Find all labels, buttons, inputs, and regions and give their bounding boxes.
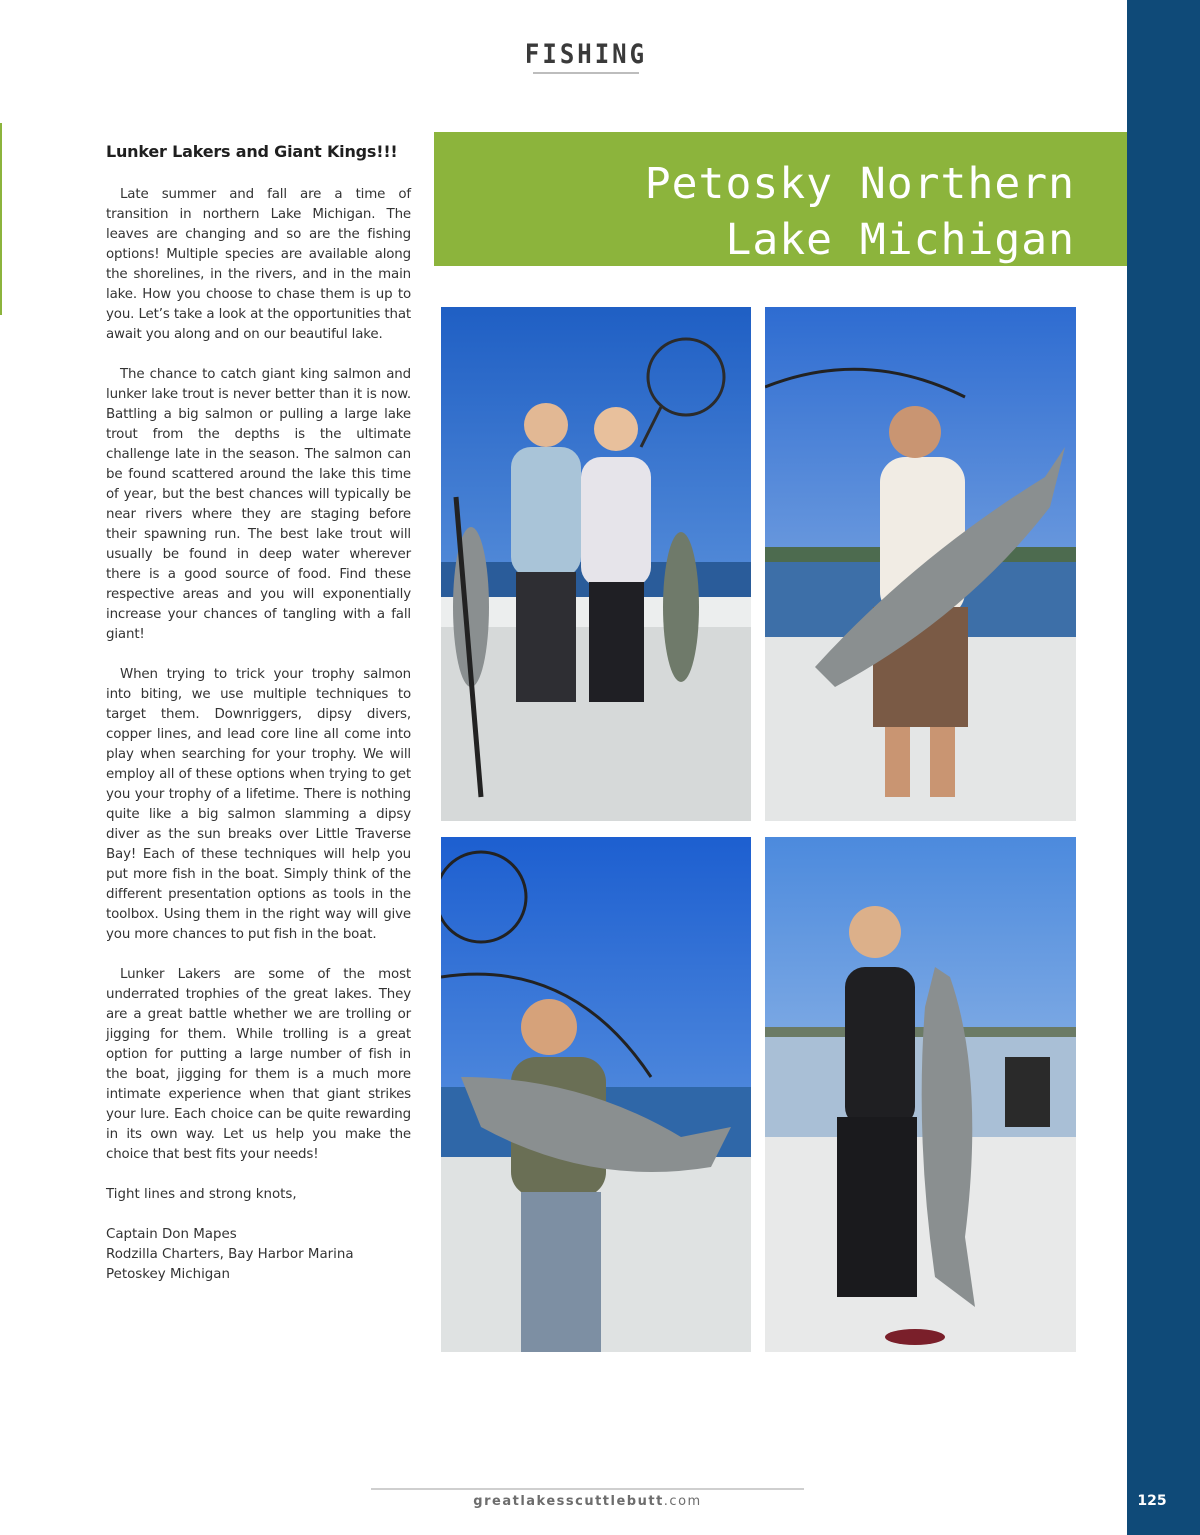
author-name: Captain Don Mapes	[106, 1227, 237, 1242]
footer-website	[371, 1494, 804, 1509]
angler-with-king-salmon-photo	[765, 307, 1076, 821]
article-heading: Lunker Lakers and Giant Kings!!!	[106, 142, 398, 161]
woman-with-salmon-photo	[765, 837, 1076, 1352]
author-block	[106, 1225, 411, 1285]
two-anglers-with-lake-trout-photo	[441, 307, 751, 821]
signoff: Tight lines and strong knots,	[106, 1187, 297, 1202]
footer-site-suffix: .com	[663, 1494, 702, 1509]
banner-title-line1: Petosky Northern	[644, 159, 1075, 209]
banner-title	[645, 156, 1075, 268]
article-paragraph-4: Lunker Lakers are some of the most underrated trophies of the great lakes. They are a great battle whether we are trolling or jigging for them. While trolling is a great option for putting a large number of fish in the boat, jigging for them is a much more intimate experience when that giant strikes your lure. Each choice can be quite rewarding in its own way. Let us help you make the choice that best fits your needs!	[106, 967, 411, 1162]
banner-title-line2: Lake Michigan	[725, 215, 1075, 265]
article-column	[106, 142, 411, 1305]
article-paragraph-1: Late summer and fall are a time of transition in northern Lake Michigan. The leaves are changing and so are the fishing options! Multiple species are available along the shorelines, in the rivers, and in the main lake. How you choose to chase them is up to you. Let’s take a look at the opportunities that await you along and on our beautiful lake.	[106, 187, 411, 342]
title-banner	[434, 132, 1127, 266]
page-number: 125	[1137, 1493, 1167, 1509]
section-label: FISHING	[524, 38, 648, 70]
navy-side-bar	[1127, 0, 1200, 1535]
section-rule	[533, 72, 639, 74]
angler-with-salmon-on-boat-photo	[441, 837, 751, 1352]
author-business: Rodzilla Charters, Bay Harbor Marina	[106, 1247, 354, 1262]
article-paragraph-3: When trying to trick your trophy salmon into biting, we use multiple techniques to target them. Downriggers, dipsy divers, copper lines, and lead core line all come into play when searching for your trophy. We will employ all of these options when trying to get you your trophy of a lifetime. There is nothing quite like a big salmon slamming a dipsy diver as the sun breaks over Little Traverse Bay! Each of these techniques will help you put more fish in the boat. Simply think of the different presentation options as tools in the toolbox. Using them in the right way will give you more chances to put fish in the boat.	[106, 667, 411, 942]
article-paragraph-2: The chance to catch giant king salmon and lunker lake trout is never better than it is now. Battling a big salmon or pulling a large lake trout from the depths is the ultimate challenge late in the season. The salmon can be found scattered around the lake this time of year, but the best chances will typically be near rivers where they are staging before their spawning run. The best lake trout will usually be found in deep water wherever there is a good source of food. Find these respective areas and you will exponentially increase your chances of tangling with a fall giant!	[106, 367, 411, 642]
author-location: Petoskey Michigan	[106, 1267, 230, 1282]
footer-site-name: greatlakesscuttlebutt	[473, 1494, 664, 1509]
footer-rule	[371, 1488, 804, 1490]
green-edge-accent	[0, 123, 2, 315]
